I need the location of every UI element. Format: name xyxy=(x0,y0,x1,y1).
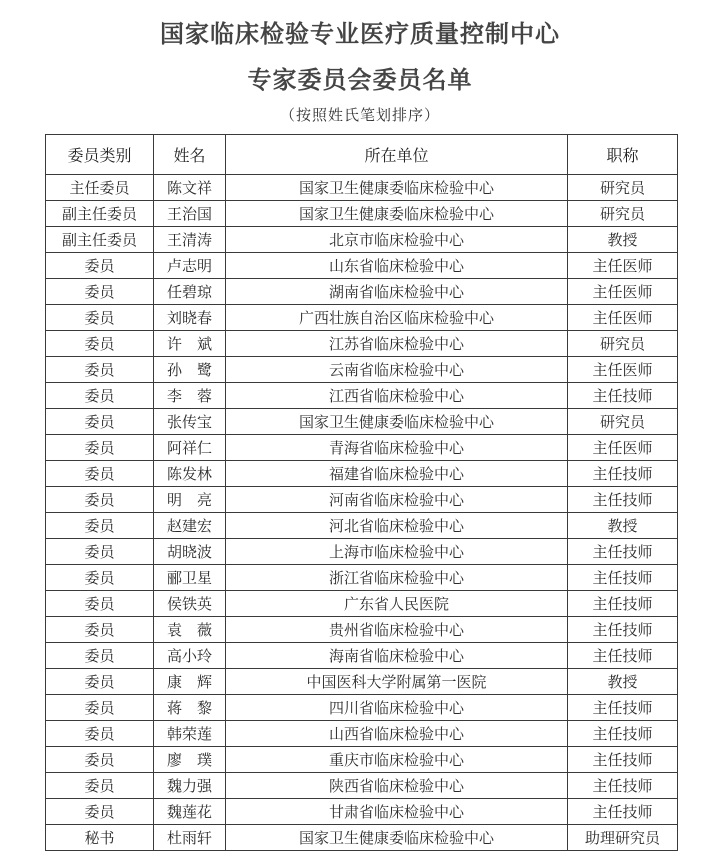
member-institution: 四川省临床检验中心 xyxy=(226,695,568,721)
table-row xyxy=(46,331,678,357)
member-institution: 江苏省临床检验中心 xyxy=(226,331,568,357)
member-title: 主任技师 xyxy=(568,565,678,591)
member-name: 魏力强 xyxy=(154,773,226,799)
member-title: 教授 xyxy=(568,669,678,695)
table-row xyxy=(46,383,678,409)
table-row xyxy=(46,253,678,279)
member-name: 廖 璞 xyxy=(154,747,226,773)
member-institution: 湖南省临床检验中心 xyxy=(226,279,568,305)
member-name: 任碧琼 xyxy=(154,279,226,305)
member-name: 孙 鹭 xyxy=(154,357,226,383)
member-category: 副主任委员 xyxy=(46,227,154,253)
member-category: 委员 xyxy=(46,617,154,643)
table-row xyxy=(46,695,678,721)
table-row xyxy=(46,461,678,487)
table-row xyxy=(46,357,678,383)
member-title: 主任技师 xyxy=(568,695,678,721)
member-title: 主任医师 xyxy=(568,253,678,279)
member-title: 主任技师 xyxy=(568,799,678,825)
member-category: 秘书 xyxy=(46,825,154,851)
table-row xyxy=(46,773,678,799)
member-category: 委员 xyxy=(46,747,154,773)
member-institution: 山东省临床检验中心 xyxy=(226,253,568,279)
table-row xyxy=(46,487,678,513)
member-category: 委员 xyxy=(46,331,154,357)
member-institution: 国家卫生健康委临床检验中心 xyxy=(226,175,568,201)
member-title: 主任医师 xyxy=(568,305,678,331)
member-title: 研究员 xyxy=(568,175,678,201)
member-title: 主任技师 xyxy=(568,643,678,669)
member-category: 委员 xyxy=(46,279,154,305)
member-institution: 中国医科大学附属第一医院 xyxy=(226,669,568,695)
member-category: 委员 xyxy=(46,669,154,695)
table-row xyxy=(46,669,678,695)
member-institution: 海南省临床检验中心 xyxy=(226,643,568,669)
member-category: 委员 xyxy=(46,643,154,669)
member-category: 主任委员 xyxy=(46,175,154,201)
header-institution: 所在单位 xyxy=(226,135,568,175)
member-institution: 山西省临床检验中心 xyxy=(226,721,568,747)
member-title: 主任医师 xyxy=(568,279,678,305)
member-institution: 江西省临床检验中心 xyxy=(226,383,568,409)
member-name: 陈文祥 xyxy=(154,175,226,201)
member-category: 委员 xyxy=(46,305,154,331)
committee-member-table xyxy=(45,134,678,851)
member-category: 委员 xyxy=(46,513,154,539)
member-category: 委员 xyxy=(46,721,154,747)
table-row xyxy=(46,565,678,591)
table-row xyxy=(46,825,678,851)
member-institution: 河南省临床检验中心 xyxy=(226,487,568,513)
member-institution: 贵州省临床检验中心 xyxy=(226,617,568,643)
member-category: 委员 xyxy=(46,409,154,435)
member-institution: 广西壮族自治区临床检验中心 xyxy=(226,305,568,331)
member-title: 主任技师 xyxy=(568,773,678,799)
member-institution: 陕西省临床检验中心 xyxy=(226,773,568,799)
table-row xyxy=(46,435,678,461)
member-institution: 国家卫生健康委临床检验中心 xyxy=(226,825,568,851)
member-category: 委员 xyxy=(46,357,154,383)
member-name: 胡晓波 xyxy=(154,539,226,565)
member-name: 陈发林 xyxy=(154,461,226,487)
member-title: 主任技师 xyxy=(568,617,678,643)
member-institution: 广东省人民医院 xyxy=(226,591,568,617)
member-name: 侯铁英 xyxy=(154,591,226,617)
table-row xyxy=(46,539,678,565)
member-name: 张传宝 xyxy=(154,409,226,435)
table-row xyxy=(46,747,678,773)
member-institution: 青海省临床检验中心 xyxy=(226,435,568,461)
member-category: 委员 xyxy=(46,799,154,825)
member-name: 韩荣莲 xyxy=(154,721,226,747)
member-title: 主任技师 xyxy=(568,487,678,513)
member-name: 阿祥仁 xyxy=(154,435,226,461)
table-row xyxy=(46,513,678,539)
member-category: 委员 xyxy=(46,565,154,591)
member-title: 研究员 xyxy=(568,201,678,227)
member-name: 许 斌 xyxy=(154,331,226,357)
member-institution: 国家卫生健康委临床检验中心 xyxy=(226,409,568,435)
sort-note: （按照姓氏笔划排序） xyxy=(279,106,440,124)
member-title: 主任医师 xyxy=(568,357,678,383)
member-institution: 国家卫生健康委临床检验中心 xyxy=(226,201,568,227)
member-category: 委员 xyxy=(46,487,154,513)
member-name: 王治国 xyxy=(154,201,226,227)
table-row xyxy=(46,721,678,747)
member-category: 委员 xyxy=(46,695,154,721)
member-category: 委员 xyxy=(46,539,154,565)
member-name: 刘晓春 xyxy=(154,305,226,331)
member-title: 研究员 xyxy=(568,409,678,435)
member-name: 郦卫星 xyxy=(154,565,226,591)
member-name: 明 亮 xyxy=(154,487,226,513)
member-institution: 浙江省临床检验中心 xyxy=(226,565,568,591)
member-name: 高小玲 xyxy=(154,643,226,669)
member-category: 委员 xyxy=(46,591,154,617)
member-name: 王清涛 xyxy=(154,227,226,253)
member-category: 委员 xyxy=(46,435,154,461)
member-category: 委员 xyxy=(46,253,154,279)
member-category: 委员 xyxy=(46,773,154,799)
member-institution: 北京市临床检验中心 xyxy=(226,227,568,253)
member-title: 主任技师 xyxy=(568,747,678,773)
document-title: 国家临床检验专业医疗质量控制中心 xyxy=(160,20,560,48)
member-institution: 云南省临床检验中心 xyxy=(226,357,568,383)
table-row xyxy=(46,305,678,331)
member-title: 主任技师 xyxy=(568,461,678,487)
member-title: 教授 xyxy=(568,513,678,539)
member-title: 研究员 xyxy=(568,331,678,357)
member-institution: 福建省临床检验中心 xyxy=(226,461,568,487)
table-row xyxy=(46,643,678,669)
member-institution: 重庆市临床检验中心 xyxy=(226,747,568,773)
member-name: 杜雨轩 xyxy=(154,825,226,851)
member-title: 主任技师 xyxy=(568,539,678,565)
header-name: 姓名 xyxy=(154,135,226,175)
member-name: 康 辉 xyxy=(154,669,226,695)
table-header-row xyxy=(46,135,678,175)
member-institution: 河北省临床检验中心 xyxy=(226,513,568,539)
header-member-category: 委员类别 xyxy=(46,135,154,175)
member-institution: 甘肃省临床检验中心 xyxy=(226,799,568,825)
member-name: 蒋 黎 xyxy=(154,695,226,721)
member-title: 主任技师 xyxy=(568,721,678,747)
member-title: 助理研究员 xyxy=(568,825,678,851)
member-name: 袁 薇 xyxy=(154,617,226,643)
member-name: 卢志明 xyxy=(154,253,226,279)
table-row xyxy=(46,799,678,825)
member-title: 主任技师 xyxy=(568,383,678,409)
member-title: 主任技师 xyxy=(568,591,678,617)
member-institution: 上海市临床检验中心 xyxy=(226,539,568,565)
header-title: 职称 xyxy=(568,135,678,175)
table-row xyxy=(46,175,678,201)
member-name: 赵建宏 xyxy=(154,513,226,539)
table-row xyxy=(46,227,678,253)
table-row xyxy=(46,591,678,617)
table-row xyxy=(46,409,678,435)
table-row xyxy=(46,201,678,227)
document-subtitle-heading: 专家委员会委员名单 xyxy=(247,66,473,94)
table-row xyxy=(46,617,678,643)
member-name: 魏莲花 xyxy=(154,799,226,825)
member-title: 教授 xyxy=(568,227,678,253)
table-body xyxy=(46,175,678,851)
member-category: 委员 xyxy=(46,383,154,409)
member-category: 委员 xyxy=(46,461,154,487)
member-title: 主任医师 xyxy=(568,435,678,461)
member-category: 副主任委员 xyxy=(46,201,154,227)
table-row xyxy=(46,279,678,305)
member-name: 李 蓉 xyxy=(154,383,226,409)
